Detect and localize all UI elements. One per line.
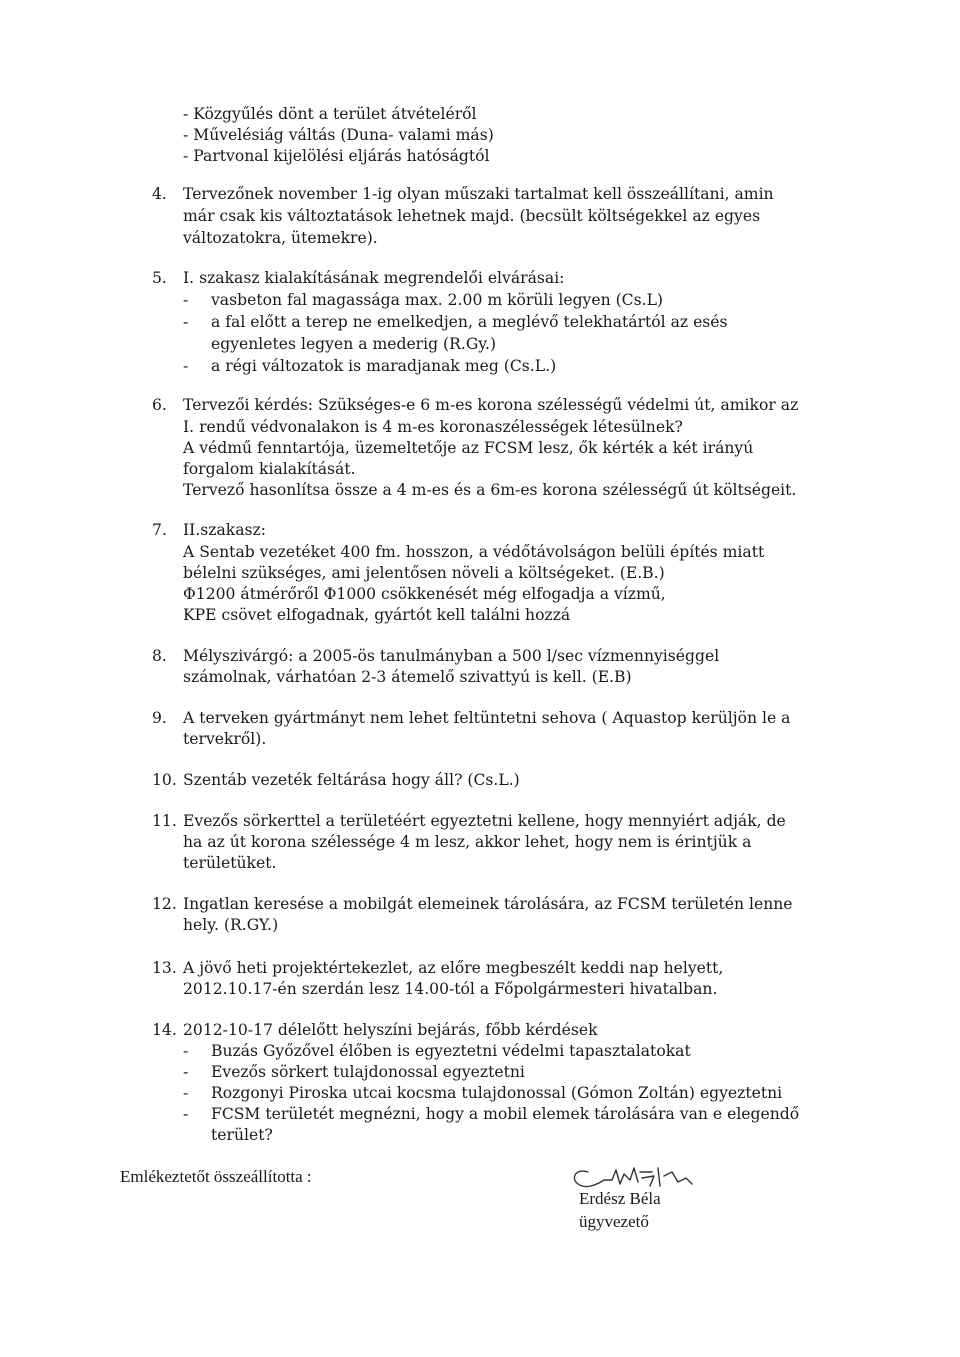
item-number: 14. xyxy=(152,1021,177,1039)
item-number: 12. xyxy=(152,895,177,913)
item-text: ha az út korona szélessége 4 m lesz, akkor lehet, hogy nem is érintjük a xyxy=(183,833,752,851)
bullet-dash: - xyxy=(183,1084,189,1102)
item-text: forgalom kialakítását. xyxy=(183,460,356,478)
item-text: Szentáb vezeték feltárása hogy áll? (Cs.L.) xyxy=(183,771,520,789)
item-text: Tervező hasonlítsa össze a 4 m-es és a 6m-es korona szélességű út költségeit. xyxy=(183,481,797,499)
item-number: 6. xyxy=(152,396,167,414)
item-text: 2012.10.17-én szerdán lesz 14.00-tól a Főpolgármesteri hivatalban. xyxy=(183,980,718,998)
item-number: 13. xyxy=(152,959,177,977)
item-bullet: Evezős sörkert tulajdonossal egyeztetni xyxy=(211,1063,525,1081)
item-number: 9. xyxy=(152,709,167,727)
item-text: I. rendű védvonalakon is 4 m-es koronaszélességek létesülnek? xyxy=(183,418,683,436)
item-bullet: a régi változatok is maradjanak meg (Cs.L.) xyxy=(211,357,557,375)
compiled-by-label: Emlékeztetőt összeállította : xyxy=(120,1167,312,1186)
intro-bullet: - Művelésiág váltás (Duna- valami más) xyxy=(183,126,494,144)
item-number: 7. xyxy=(152,521,167,539)
item-text: számolnak, várhatóan 2-3 átemelő szivattyú is kell. (E.B) xyxy=(183,668,632,686)
item-text: KPE csövet elfogadnak, gyártót kell találni hozzá xyxy=(183,606,571,624)
bullet-dash: - xyxy=(183,313,189,331)
item-bullet: vasbeton fal magassága max. 2.00 m körüli legyen (Cs.L) xyxy=(211,291,664,309)
item-bullet: FCSM területét megnézni, hogy a mobil elemek tárolására van e elegendő xyxy=(211,1105,800,1123)
item-number: 4. xyxy=(152,185,167,203)
bullet-dash: - xyxy=(183,357,189,375)
item-text: már csak kis változtatások lehetnek majd. (becsült költségekkel az egyes xyxy=(183,207,761,225)
signer-role: ügyvezető xyxy=(579,1212,649,1231)
item-text: Tervezőnek november 1-ig olyan műszaki tartalmat kell összeállítani, amin xyxy=(183,185,774,203)
item-text: A védmű fenntartója, üzemeltetője az FCSM lesz, ők kérték a két irányú xyxy=(183,439,754,457)
bullet-dash: - xyxy=(183,291,189,309)
item-number: 11. xyxy=(152,812,177,830)
item-title: 2012-10-17 délelőtt helyszíni bejárás, főbb kérdések xyxy=(183,1021,598,1039)
item-text: Tervezői kérdés: Szükséges-e 6 m-es korona szélességű védelmi út, amikor az xyxy=(183,396,799,414)
item-text: Φ1200 átmérőről Φ1000 csökkenését még elfogadja a vízmű, xyxy=(183,585,666,603)
intro-bullet: - Partvonal kijelölési eljárás hatóságtól xyxy=(183,147,490,165)
item-bullet: Buzás Győzővel élőben is egyeztetni védelmi tapasztalatokat xyxy=(211,1042,691,1060)
item-text: Ingatlan keresése a mobilgát elemeinek tárolására, az FCSM területén lenne xyxy=(183,895,793,913)
item-text: A terveken gyártmányt nem lehet feltüntetni sehova ( Aquastop kerüljön le a xyxy=(183,709,791,727)
item-number: 5. xyxy=(152,269,167,287)
item-bullet: a fal előtt a terep ne emelkedjen, a meglévő telekhatártól az esés xyxy=(211,313,728,331)
item-text: változatokra, ütemekre). xyxy=(183,229,378,247)
item-text: bélelni szükséges, ami jelentősen növeli a költségeket. (E.B.) xyxy=(183,564,665,582)
item-text: hely. (R.GY.) xyxy=(183,916,279,934)
item-text: tervekről). xyxy=(183,730,267,748)
item-text: Mélyszivárgó: a 2005-ös tanulmányban a 500 l/sec vízmennyiséggel xyxy=(183,647,720,665)
bullet-dash: - xyxy=(183,1063,189,1081)
item-text: A jövő heti projektértekezlet, az előre megbeszélt keddi nap helyett, xyxy=(183,959,724,977)
item-text: II.szakasz: xyxy=(183,521,267,539)
item-bullet: Rozgonyi Piroska utcai kocsma tulajdonossal (Gómon Zoltán) egyeztetni xyxy=(211,1084,783,1102)
item-text: A Sentab vezetéket 400 fm. hosszon, a védőtávolságon belüli építés miatt xyxy=(183,543,765,561)
signer-name: Erdész Béla xyxy=(579,1189,661,1208)
bullet-dash: - xyxy=(183,1105,189,1123)
item-text: Evezős sörkerttel a területéért egyeztetni kellene, hogy mennyiért adják, de xyxy=(183,812,786,830)
item-number: 8. xyxy=(152,647,167,665)
bullet-dash: - xyxy=(183,1042,189,1060)
intro-bullet: - Közgyűlés dönt a terület átvételéről xyxy=(183,105,477,123)
item-text: területüket. xyxy=(183,854,277,872)
item-number: 10. xyxy=(152,771,177,789)
item-title: I. szakasz kialakításának megrendelői elvárásai: xyxy=(183,269,565,287)
item-bullet: terület? xyxy=(211,1126,273,1144)
item-bullet: egyenletes legyen a mederig (R.Gy.) xyxy=(211,335,497,353)
